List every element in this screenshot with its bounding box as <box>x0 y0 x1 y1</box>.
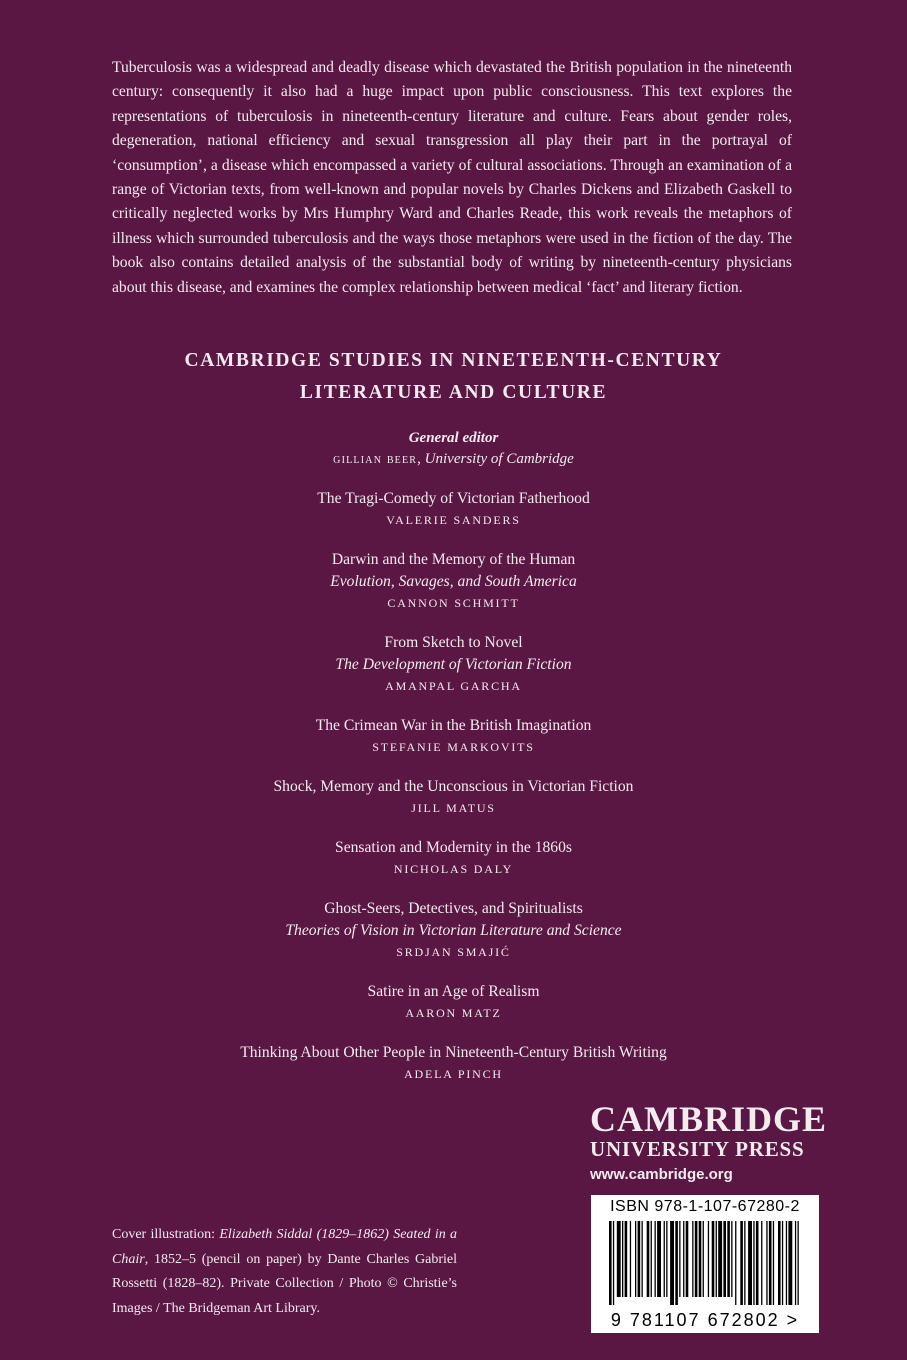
publisher-logo <box>590 1099 828 1187</box>
book-entry <box>0 898 907 962</box>
barcode-bar <box>613 1221 614 1305</box>
credit-rest: , 1852–5 (pencil on paper) by Dante Charles Gabriel Rossetti (1828–82). Private Collection / Photo © Christie’s Images / The Bridgeman Art Library. <box>112 1251 457 1316</box>
barcode-bar <box>675 1221 678 1305</box>
book-author: STEFANIE MARKOVITS <box>372 740 535 754</box>
series-title-line-1: CAMBRIDGE STUDIES IN NINETEENTH-CENTURY <box>184 350 723 371</box>
book-entry <box>0 837 907 879</box>
barcode-bar <box>670 1221 674 1305</box>
book-author: CANNON SCHMITT <box>387 596 520 610</box>
barcode-bar <box>625 1221 628 1297</box>
barcode-bar <box>635 1221 636 1297</box>
book-author: AMANPAL GARCHA <box>385 679 522 693</box>
barcode-bars <box>595 1221 815 1309</box>
book-title: Sensation and Modernity in the 1860s <box>335 839 572 856</box>
barcode-bar <box>699 1221 702 1297</box>
barcode-bar <box>766 1221 767 1305</box>
publisher-url: www.cambridge.org <box>590 1166 733 1183</box>
isbn-label: ISBN 978-1-107-67280-2 <box>610 1198 800 1215</box>
series-book-list <box>0 488 907 1103</box>
barcode-bar <box>630 1221 631 1297</box>
barcode-bar <box>731 1221 732 1297</box>
general-editor <box>0 428 907 471</box>
barcode-bar <box>642 1221 643 1297</box>
barcode-bar <box>647 1221 650 1297</box>
book-subtitle: Theories of Vision in Victorian Literature and Science <box>285 922 622 939</box>
barcode-bar <box>795 1221 796 1305</box>
book-entry <box>0 632 907 696</box>
book-title: Satire in an Age of Realism <box>367 983 540 1000</box>
credit-artwork: Elizabeth Siddal (1829–1862) Seated in a Chair <box>112 1227 458 1267</box>
barcode-bar <box>782 1221 783 1305</box>
barcode-digits: 9 781107 672802 > <box>610 1310 800 1330</box>
book-entry <box>0 776 907 818</box>
book-title: Shock, Memory and the Unconscious in Victorian Fiction <box>273 778 634 795</box>
book-author: ADELA PINCH <box>404 1067 503 1081</box>
book-entry <box>0 981 907 1023</box>
barcode-bar <box>773 1221 774 1305</box>
book-title: Darwin and the Memory of the Human <box>331 551 576 568</box>
barcode-bar <box>638 1221 641 1297</box>
barcode-bar <box>695 1221 698 1297</box>
book-entry <box>0 549 907 613</box>
book-entry <box>0 715 907 757</box>
barcode-bar <box>686 1221 689 1297</box>
book-entry <box>0 1042 907 1084</box>
book-title: The Tragi-Comedy of Victorian Fatherhood <box>317 490 590 507</box>
book-title: Thinking About Other People in Nineteenth-Century British Writing <box>240 1044 667 1061</box>
barcode-bar <box>716 1221 717 1297</box>
barcode-bar <box>786 1221 787 1305</box>
book-subtitle: Evolution, Savages, and South America <box>330 573 577 590</box>
book-author: JILL MATUS <box>411 801 496 815</box>
barcode-bar <box>712 1221 715 1297</box>
barcode-bar <box>651 1221 652 1297</box>
book-title: The Crimean War in the British Imagination <box>315 717 592 734</box>
series-title-line-2: LITERATURE AND CULTURE <box>299 382 608 403</box>
general-editor-affiliation: University of Cambridge <box>424 451 574 467</box>
barcode-bar <box>708 1221 709 1297</box>
book-author: AARON MATZ <box>405 1006 502 1020</box>
barcode-bar <box>622 1221 623 1297</box>
barcode-bar <box>723 1221 726 1297</box>
cover-credit <box>112 1223 457 1321</box>
publisher-press: UNIVERSITY PRESS <box>590 1137 805 1161</box>
book-author: NICHOLAS DALY <box>393 862 514 876</box>
barcode-bar <box>748 1221 752 1305</box>
barcode-bar <box>683 1221 684 1297</box>
book-subtitle: The Development of Victorian Fiction <box>335 656 572 673</box>
barcode-bar <box>756 1221 759 1305</box>
barcode-bar <box>735 1221 736 1305</box>
barcode-bar <box>609 1221 612 1305</box>
barcode-bar <box>657 1221 661 1297</box>
isbn-barcode <box>591 1195 819 1333</box>
barcode-bar <box>666 1221 667 1297</box>
general-editor-line: gillian beer, University of Cambridge <box>333 451 574 467</box>
barcode-bar <box>655 1221 656 1297</box>
general-editor-name: gillian beer <box>333 452 418 467</box>
barcode-bar <box>788 1221 792 1305</box>
barcode-bar <box>740 1221 743 1305</box>
book-author: VALERIE SANDERS <box>386 513 521 527</box>
series-title <box>0 345 907 409</box>
publisher-name: CAMBRIDGE <box>590 1099 828 1139</box>
book-title: From Sketch to Novel <box>384 634 523 651</box>
book-title: Ghost-Seers, Detectives, and Spiritualists <box>324 900 583 917</box>
barcode-bar <box>798 1221 799 1305</box>
barcode-bar <box>664 1221 665 1297</box>
credit-prefix: Cover illustration: <box>112 1227 220 1242</box>
barcode-bar <box>744 1221 745 1305</box>
back-cover-blurb: Tuberculosis was a widespread and deadly disease which devastated the British population in the nineteenth century: consequently it also had a huge impact upon public consciousness. This text explores the representations of tuberculosis in nineteenth-century literature and culture. Fears about gender roles, degeneration, national efficiency and sexual transgression all play their part in the portrayal of ‘consumption’, a disease which encompassed a variety of cultural associations. Through an examination of a range of Victorian texts, from well-known and popular novels by Charles Dickens and Elizabeth Gaskell to critically neglected works by Mrs Humphry Ward and Charles Reade, this work reveals the metaphors of illness which surrounded tuberculosis and the ways those metaphors were used in the fiction of the day. The book also contains detailed analysis of the substantial body of writing by nineteenth-century physicians about this disease, and examines the complex relationship between medical ‘fact’ and literary fiction. <box>112 59 792 296</box>
barcode-bar <box>769 1221 772 1305</box>
barcode-bar <box>679 1221 680 1297</box>
barcode-bar <box>753 1221 754 1305</box>
barcode-bar <box>692 1221 693 1297</box>
barcode-bar <box>778 1221 781 1305</box>
barcode-bar <box>703 1221 704 1297</box>
general-editor-label: General editor <box>408 430 499 446</box>
barcode-bar <box>718 1221 722 1297</box>
barcode-bar <box>727 1221 730 1297</box>
barcode-bar <box>617 1221 621 1297</box>
barcode-bar <box>761 1221 762 1305</box>
book-author: SRDJAN SMAJIĆ <box>396 945 511 959</box>
book-entry <box>0 488 907 530</box>
